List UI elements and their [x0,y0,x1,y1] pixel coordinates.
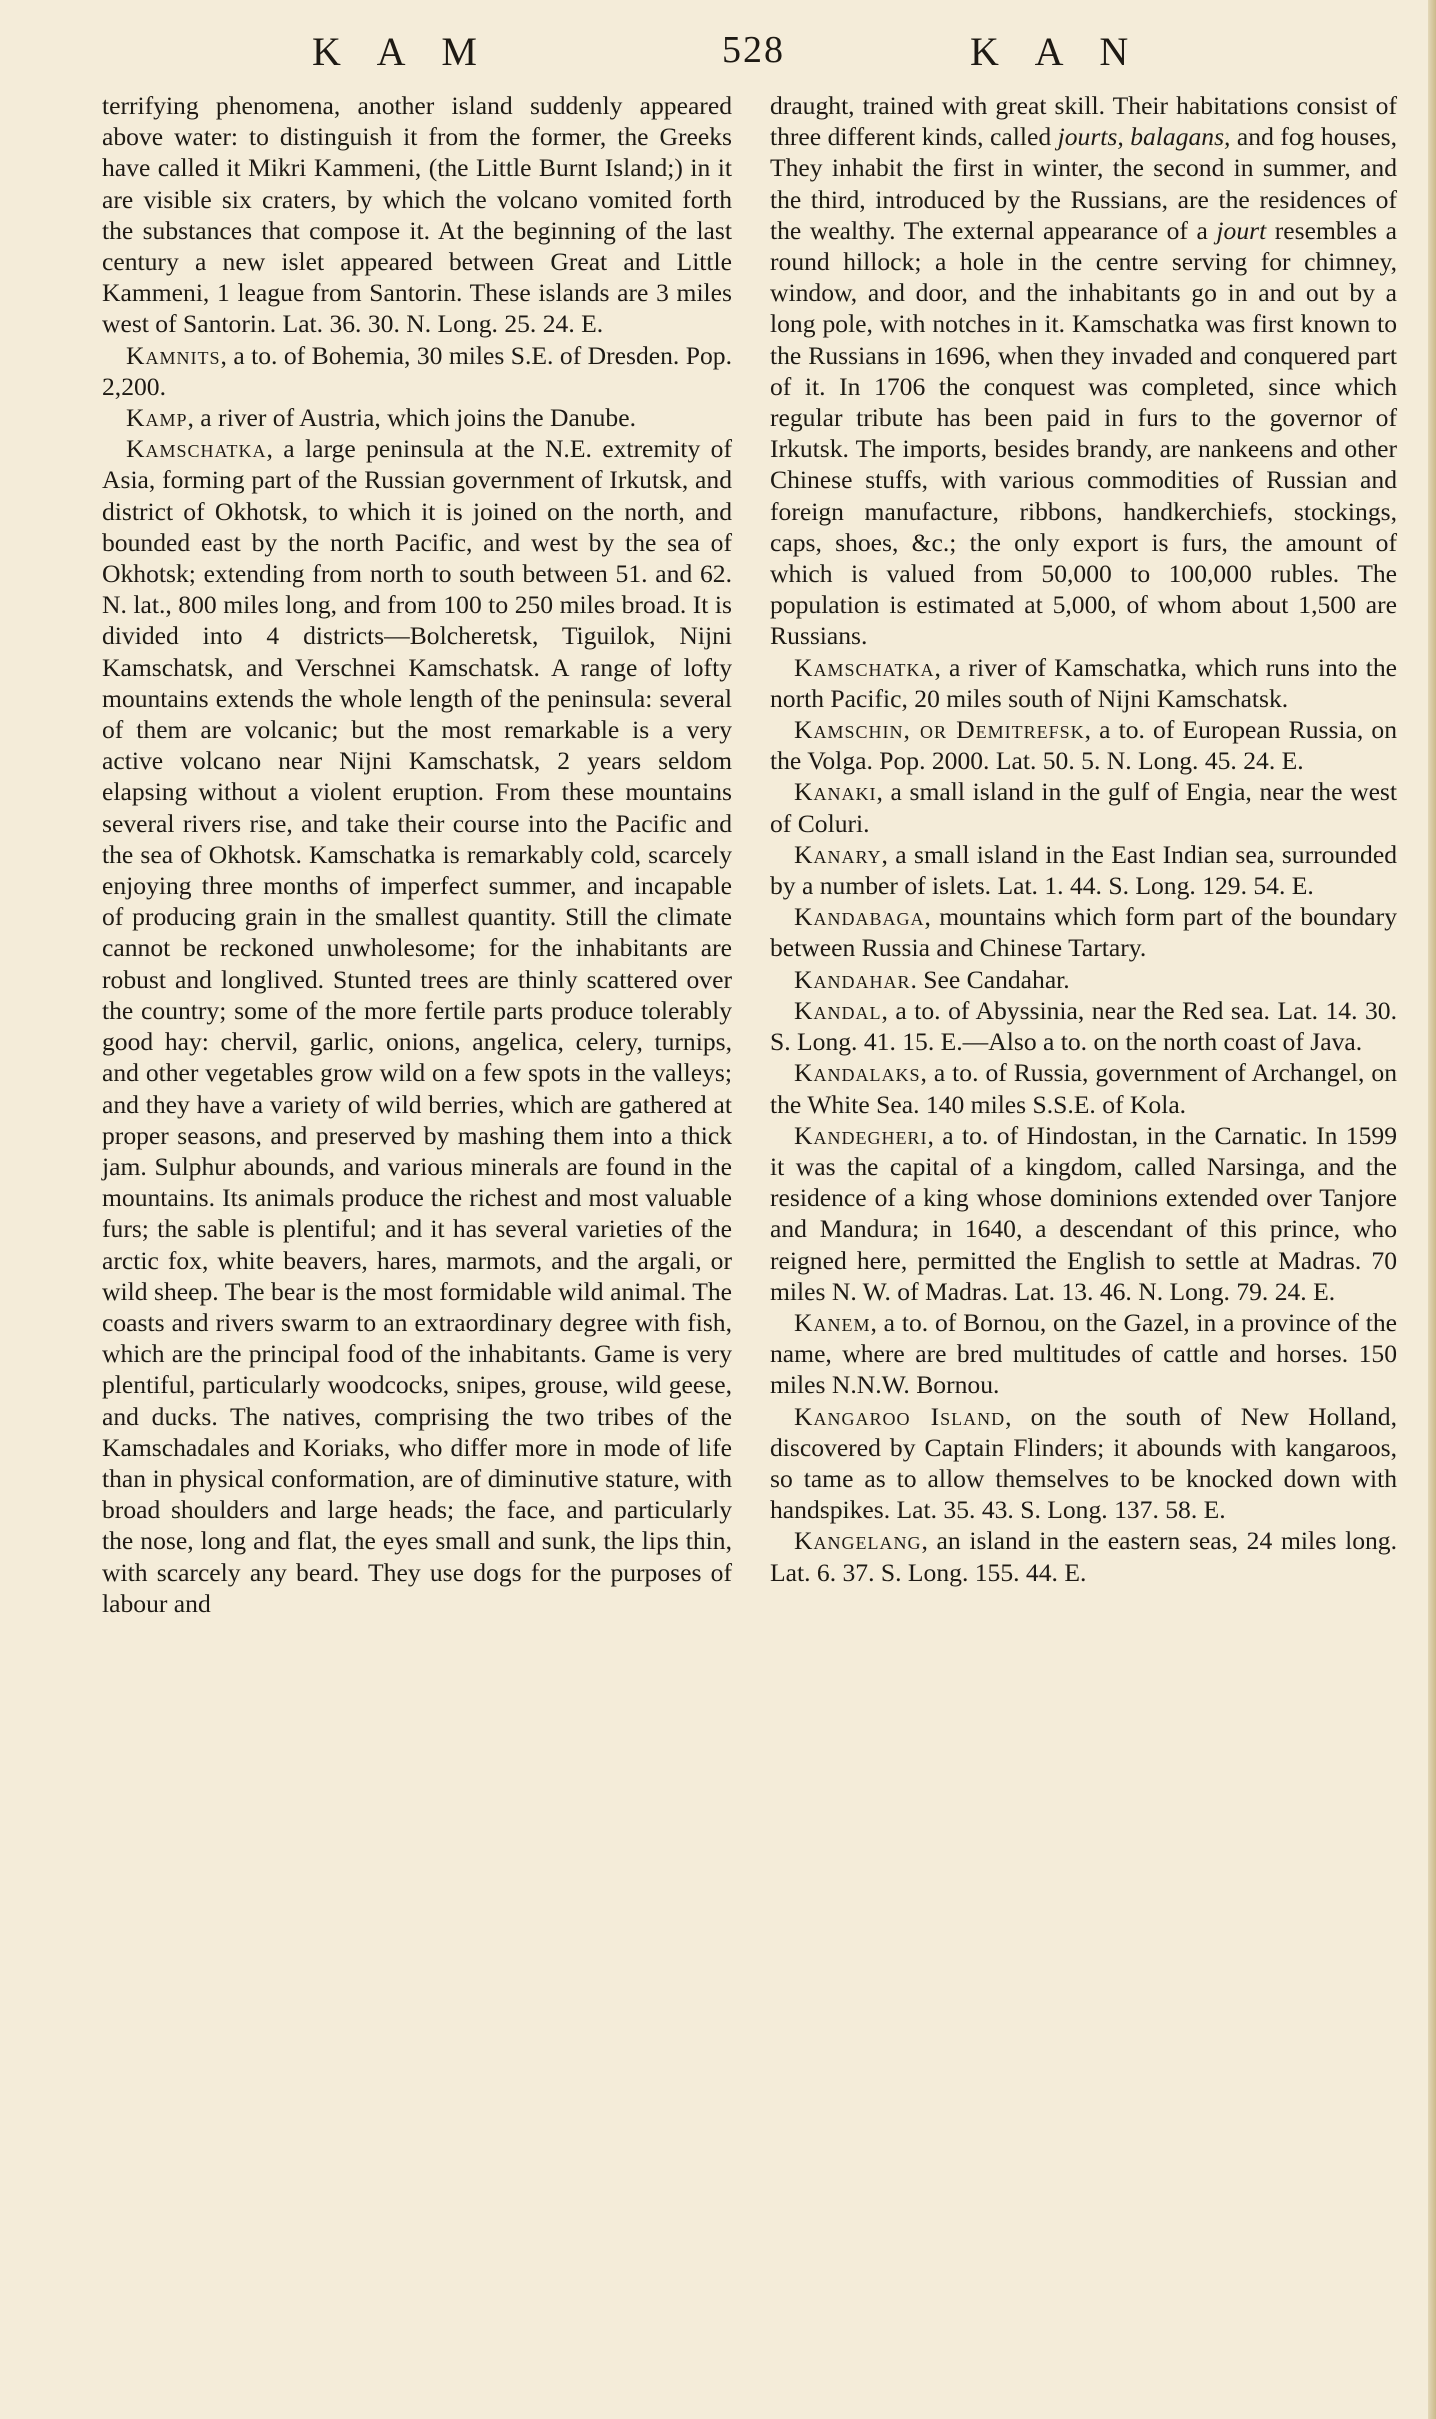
entry-text: , a to. of Abyssinia, near the Red sea. Lat. 14. 30. S. Long. 41. 15. E.—Also a to. on the north coast of Java. [770,995,1397,1057]
entry-text: , a to. of Bornou, on the Gazel, in a province of the name, where are bred multitudes of cattle and horses. 150 miles N.N.W. Bornou. [770,1307,1397,1400]
entry-kamschin [770,714,1397,776]
entry-kandabaga [770,901,1397,963]
entry-headword: Kanaki [794,777,877,807]
entry-headword: Kandabaga [794,902,925,932]
entry-text: , an island in the eastern seas, 24 miles long. Lat. 6. 37. S. Long. 155. 44. E. [770,1526,1397,1587]
entry-text: , a to. of European Russia, on the Volga. Pop. 2000. Lat. 50. 5. N. Long. 45. 24. E. [770,715,1397,776]
running-header [312,28,1172,88]
entry-headword: Kamnits [126,340,221,370]
entry-headword: Kanary [794,839,882,869]
entry-kandahar [770,964,1397,995]
entry-kandalaks [770,1057,1397,1119]
entry-text: , a river of Austria, which joins the Danube. [187,403,636,433]
entry-headword: Kanem [794,1307,871,1337]
entry-kamschatka-continuation [770,90,1397,652]
entry-kangelang [770,1525,1397,1587]
entry-kamschatka-river [770,652,1397,714]
entry-santorin-continuation [102,90,732,340]
entry-headword: Kandal [794,995,882,1025]
entry-text: , a large peninsula at the N.E. extremity of Asia, forming part of the Russian government of Irkutsk, and district of Okhotsk, to which it is joined on the north, and bounded east by the north Pacific, and west by the sea of Okhotsk; extending from north to south between 51. and 62. N. lat., 800 miles long, and from 100 to 250 miles broad. It is divided into 4 districts—Bolcheretsk, Tiguilok, Nijni Kamschatsk, and Verschnei Kamschatsk. A range of lofty mountains extends the whole length of the peninsula: several of them are volcanic; but the most remarkable is a very active volcano near Nijni Kamschatsk, 2 years seldom elapsing without a violent eruption. From these mountains several rivers rise, and take their course into the Pacific and the sea of Okhotsk. Kamschatka is remarkably cold, scarcely enjoying three months of imperfect summer, and incapable of producing grain in the smallest quantity. Still the climate cannot be reckoned unwholesome; for the inhabitants are robust and longlived. Stunted trees are thinly scattered over the country; some of the more fertile parts produce tolerably good hay: chervil, garlic, onions, angelica, celery, turnips, and other vegetables grow wild on a few spots in the valleys; and they have a variety of wild berries, which are gathered at proper seasons, and preserved by mashing them into a thick jam. Sulphur abounds, and various minerals are found in the mountains. Its animals produce the richest and most valuable furs; the sable is plentiful; and it has several varieties of the arctic fox, white beavers, hares, marmots, and the argali, or wild sheep. The bear is the most formidable wild animal. The coasts and rivers swarm to an extraordinary degree with fish, which are the principal food of the inhabitants. Game is very plentiful, particularly woodcocks, snipes, grouse, wild geese, and ducks. The natives, comprising the two tribes of the Kamschadales and Koriaks, who differ more in mode of life than in physical conformation, are of diminutive stature, with broad shoulders and large heads; the face, and particularly the nose, long and flat, the eyes small and sunk, the lips thin, with scarcely any beard. They use dogs for the purposes of labour and [102,434,732,1618]
left-column [102,90,732,1619]
entry-kandal [770,995,1397,1057]
entry-headword: Kandegheri [794,1120,928,1150]
entry-headword: Kandahar [794,964,911,994]
entry-text: draught, trained with great skill. Their habitations consist of three different kinds, called [770,91,1397,152]
entry-kanem [770,1307,1397,1401]
page-number: 528 [722,29,785,71]
entry-headword: Kamschatka [794,652,935,682]
entry-kamschatka [102,433,732,1619]
entry-text: , a small island in the East Indian sea, surrounded by a number of islets. Lat. 1. 44. S. Long. 129. 54. E. [770,839,1397,901]
entry-kanaki [770,776,1397,838]
entry-italic: jourts, balagans, [1057,122,1231,152]
entry-headword: Kamp [126,403,188,433]
entry-headword: Kamschin, or Demitrefsk [794,715,1085,745]
entry-text: , a river of Kamschatka, which runs into the north Pacific, 20 miles south of Nijni Kamschatsk. [770,652,1397,713]
entry-text: terrifying phenomena, another island suddenly appeared above water: to distinguish it from the former, the Greeks have called it Mikri Kammeni, (the Little Burnt Island;) in it are visible six craters, by which the volcano vomited forth the substances that compose it. At the beginning of the last century a new islet appeared between Great and Little Kammeni, 1 league from Santorin. These islands are 3 miles west of Santorin. Lat. 36. 30. N. Long. 25. 24. E. [102,91,732,339]
entry-kamnits [102,340,732,402]
entry-headword: Kamschatka [126,434,267,464]
entry-headword: Kandalaks [794,1058,921,1088]
entry-text: . See Candahar. [910,964,1070,994]
entry-text: , a to. of Russia, government of Archangel, on the White Sea. 140 miles S.S.E. of Kola. [770,1058,1397,1119]
entry-text: resembles a round hillock; a hole in the centre serving for chimney, window, and door, and the inhabitants go in and out by a long pole, with notches in it. Kamschatka was first known to the Russians in 1696, when they invaded and conquered part of it. In 1706 the conquest was completed, since which regular tribute has been paid in furs to the governor of Irkutsk. The imports, besides brandy, are nankeens and other Chinese stuffs, with various commodities of Russian and foreign manufacture, ribbons, handkerchiefs, stockings, caps, shoes, &c.; the only export is furs, the amount of which is valued from 50,000 to 100,000 rubles. The population is estimated at 5,000, of whom about 1,500 are Russians. [770,215,1397,651]
right-column [770,90,1397,1588]
entry-headword: Kangelang [794,1526,922,1556]
entry-text: , on the south of New Holland, discovered by Captain Flinders; it abounds with kangaroos, so tame as to allow themselves to be knocked down with handspikes. Lat. 35. 43. S. Long. 137. 58. E. [770,1401,1397,1525]
entry-text: , a to. of Hindostan, in the Carnatic. In 1599 it was the capital of a kingdom, called Narsinga, and the residence of a king whose dominions extended over Tanjore and Mandura; in 1640, a descendant of this prince, who reigned here, permitted the English to settle at Madras. 70 miles N. W. of Madras. Lat. 13. 46. N. Long. 79. 24. E. [770,1120,1397,1306]
entry-text: , a small island in the gulf of Engia, near the west of Coluri. [770,777,1397,838]
entry-headword: Kangaroo Island [794,1401,1006,1431]
entry-text: , mountains which form part of the boundary between Russia and Chinese Tartary. [770,902,1397,963]
entry-kanary [770,839,1397,901]
entry-kangaroo-island [770,1401,1397,1526]
entry-kandegheri [770,1120,1397,1307]
header-left-guide: K A M [312,29,491,74]
entry-kamp [102,402,732,433]
header-right-guide: K A N [970,29,1143,74]
page-edge [1428,0,1436,2419]
entry-text: , a to. of Bohemia, 30 miles S.E. of Dresden. Pop. 2,200. [102,340,732,401]
entry-text: and fog houses, They inhabit the first in winter, the second in summer, and the third, introduced by the Russians, are the residences of the wealthy. The external appearance of a [770,122,1397,245]
entry-italic: jourt [1216,215,1267,245]
